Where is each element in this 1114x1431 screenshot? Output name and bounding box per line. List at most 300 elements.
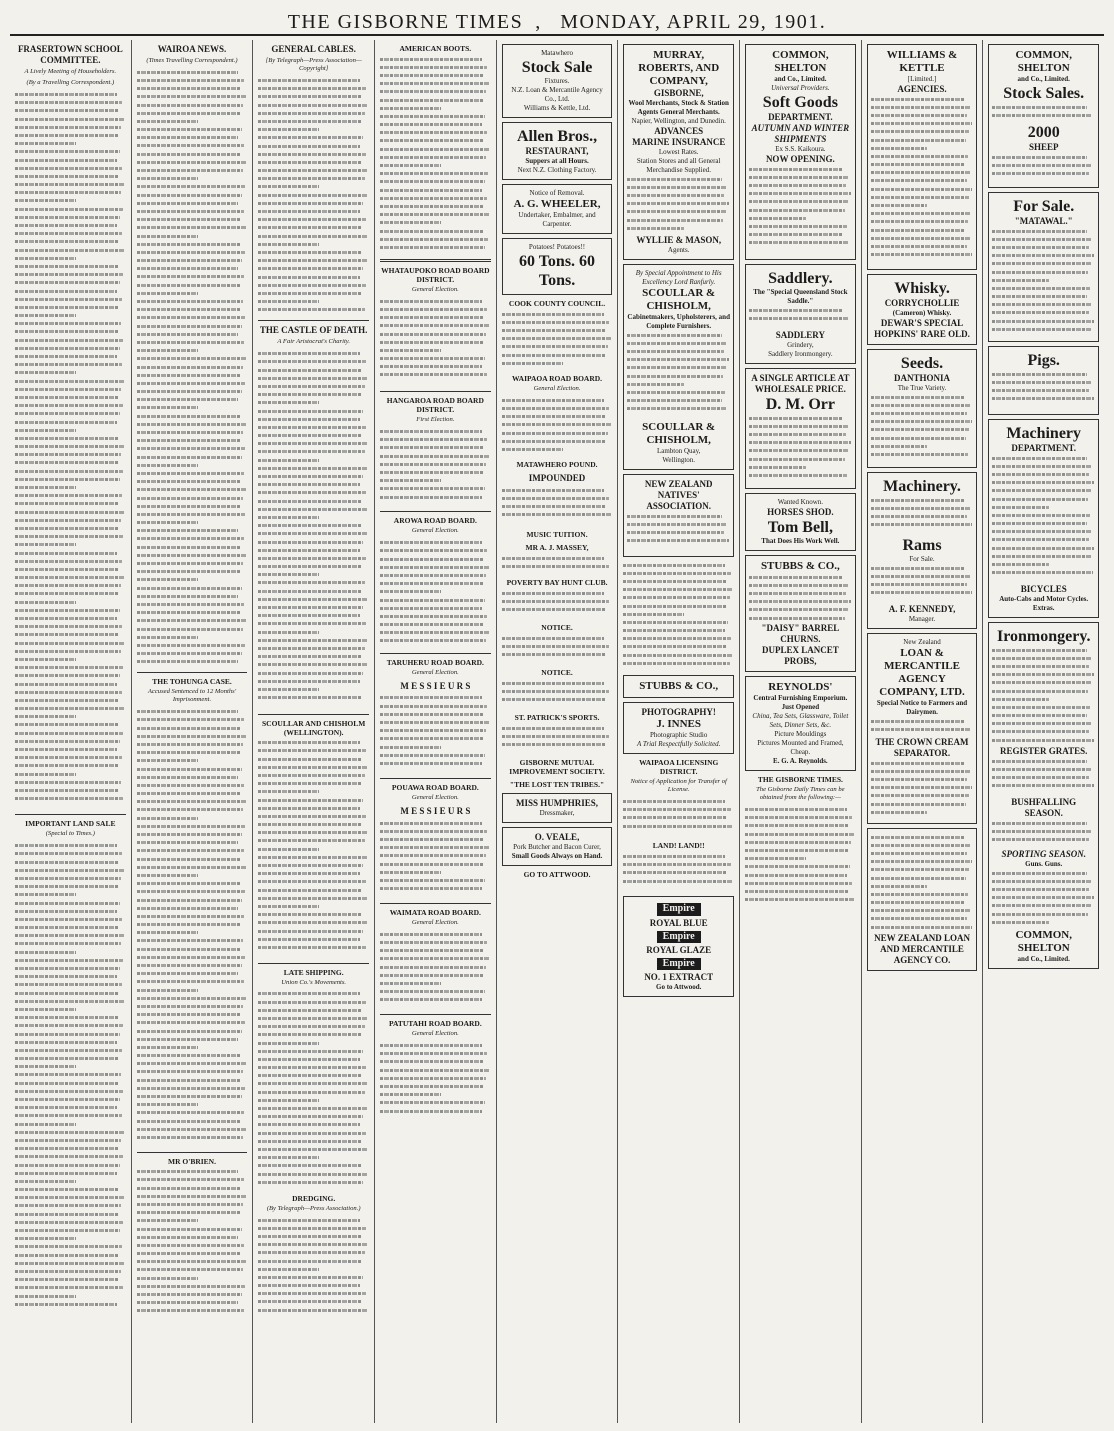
text-line-ink	[15, 1245, 122, 1248]
text-line	[258, 350, 369, 358]
text-line	[871, 152, 974, 160]
text-line	[137, 978, 248, 986]
text-line-ink	[137, 882, 240, 885]
text-line	[15, 557, 126, 565]
text-line	[749, 471, 852, 479]
text-line-ink	[15, 764, 119, 767]
text-line-ink	[137, 1301, 239, 1304]
text-line	[258, 289, 369, 297]
text-line	[15, 1054, 126, 1062]
text-line	[15, 754, 126, 762]
text-line	[380, 751, 491, 759]
text-line	[15, 737, 126, 745]
text-line	[992, 671, 1095, 679]
text-line-ink	[992, 730, 1089, 733]
text-line	[15, 842, 126, 850]
text-line	[871, 218, 974, 226]
text-line-ink	[137, 1087, 245, 1090]
text-line	[627, 520, 730, 528]
text-line	[15, 1005, 126, 1013]
text-line	[380, 170, 491, 178]
text-line	[871, 434, 974, 442]
text-line	[871, 251, 974, 259]
ad-text: Auto-Cabs and Motor Cycles.	[999, 595, 1089, 603]
text-line	[15, 508, 126, 516]
ad-body-text	[627, 512, 730, 552]
text-line	[380, 947, 491, 955]
text-line-ink	[871, 122, 973, 125]
text-line	[258, 306, 369, 314]
text-line-ink	[15, 1082, 118, 1085]
text-line-ink	[258, 104, 368, 107]
notice-emphasis: IMPOUNDED	[528, 473, 586, 484]
text-line	[15, 1136, 126, 1144]
article-headline: WAIROA NEWS.	[157, 44, 227, 54]
text-line	[871, 923, 974, 931]
text-line	[502, 494, 613, 502]
text-line	[137, 273, 248, 281]
notice-body-text	[502, 589, 613, 619]
text-line	[258, 812, 369, 820]
text-line-ink	[871, 778, 968, 781]
text-line-ink	[992, 921, 1048, 924]
text-line-ink	[749, 200, 848, 203]
text-line	[137, 600, 248, 608]
text-line	[871, 393, 974, 401]
text-line	[137, 551, 248, 559]
text-line-ink	[749, 466, 805, 469]
text-line-ink	[258, 913, 361, 916]
text-line-ink	[137, 964, 242, 967]
text-line	[137, 757, 248, 765]
text-line-ink	[749, 309, 843, 312]
advertisement	[502, 238, 613, 295]
text-line-ink	[502, 313, 604, 316]
ad-body-text	[871, 833, 974, 933]
ad-subtitle: HOPKINS' RARE OLD.	[874, 329, 970, 339]
text-line	[258, 505, 369, 513]
text-line-ink	[871, 523, 973, 526]
text-line-ink	[992, 271, 1087, 274]
ad-subtitle: SADDLERY	[775, 330, 825, 340]
text-line	[137, 1084, 248, 1092]
text-line-ink	[15, 975, 117, 978]
text-line-ink	[258, 823, 362, 826]
text-line-ink	[15, 992, 119, 995]
text-line	[258, 248, 369, 256]
text-line	[992, 894, 1095, 902]
text-line-ink	[749, 168, 843, 171]
text-line	[137, 379, 248, 387]
column-9	[983, 40, 1104, 1423]
text-line	[258, 886, 369, 894]
text-line-ink	[15, 322, 121, 325]
text-line	[749, 463, 852, 471]
text-line-ink	[137, 341, 244, 344]
text-line-ink	[15, 486, 76, 489]
text-line	[15, 492, 126, 500]
text-line	[137, 929, 248, 937]
ad-heading: Matawhero	[541, 49, 573, 57]
text-line-ink	[258, 1009, 362, 1012]
text-line	[502, 351, 613, 359]
ad-text: Wellington.	[662, 456, 696, 464]
text-line	[380, 227, 491, 235]
text-line-ink	[258, 194, 366, 197]
text-line-ink	[623, 572, 730, 575]
text-line	[258, 595, 369, 603]
text-line	[380, 1099, 491, 1107]
text-line	[137, 1241, 248, 1249]
text-line	[137, 1299, 248, 1307]
ad-title: Saddlery.	[768, 270, 833, 287]
text-line-ink	[15, 789, 118, 792]
text-line-ink	[258, 758, 362, 761]
text-line-ink	[137, 980, 244, 983]
text-line	[992, 103, 1095, 111]
text-line-ink	[627, 350, 724, 353]
text-line-ink	[137, 800, 247, 803]
advertisement	[502, 827, 613, 866]
text-line	[15, 262, 126, 270]
text-line	[258, 1170, 369, 1178]
text-line	[258, 927, 369, 935]
text-line	[871, 242, 974, 250]
ad-heading: A SINGLE ARTICLE AT WHOLESALE PRICE.	[751, 373, 850, 394]
text-line	[871, 234, 974, 242]
text-line-ink	[137, 1095, 242, 1098]
text-line-ink	[380, 623, 484, 626]
text-line	[15, 1226, 126, 1234]
text-line	[502, 445, 613, 453]
article-byline: (By a Travelling Correspondent.)	[26, 79, 115, 87]
text-line	[623, 869, 734, 877]
text-line-ink	[15, 1155, 123, 1158]
text-line	[380, 876, 491, 884]
text-line-ink	[258, 226, 362, 229]
text-line-ink	[15, 893, 76, 896]
text-line-ink	[258, 442, 368, 445]
text-line	[137, 142, 248, 150]
text-line-ink	[871, 885, 927, 888]
ad-heading: New Zealand	[903, 638, 941, 646]
text-line-ink	[992, 473, 1089, 476]
ad-text: Manager.	[908, 615, 936, 623]
text-line	[380, 955, 491, 963]
text-line	[502, 396, 613, 404]
ad-title: Rams	[902, 537, 942, 554]
text-line-ink	[380, 1044, 482, 1047]
ad-brand: Empire	[657, 903, 701, 915]
text-line	[871, 185, 974, 193]
text-line-ink	[871, 852, 968, 855]
text-line-ink	[258, 655, 361, 658]
text-line	[137, 617, 248, 625]
text-line-ink	[627, 523, 727, 526]
article-body-text	[137, 1168, 248, 1318]
text-line-ink	[992, 681, 1091, 684]
text-line	[871, 128, 974, 136]
text-line-ink	[871, 139, 966, 142]
text-line	[15, 981, 126, 989]
text-line-ink	[749, 184, 846, 187]
text-line	[627, 183, 730, 191]
text-line-ink	[137, 423, 247, 426]
text-line-ink	[992, 457, 1086, 460]
text-line-ink	[137, 792, 241, 795]
text-line	[137, 1282, 248, 1290]
text-line	[15, 197, 126, 205]
text-line	[15, 1267, 126, 1275]
ad-text: Guns. Guns.	[1025, 860, 1063, 868]
text-line	[871, 201, 974, 209]
text-line-ink	[258, 992, 360, 995]
text-line	[137, 535, 248, 543]
text-line-ink	[258, 87, 365, 90]
text-line-ink	[258, 491, 365, 494]
text-line	[380, 996, 491, 1004]
text-line	[749, 222, 852, 230]
text-line	[745, 838, 856, 846]
advertisement	[867, 828, 978, 971]
article-body-text	[258, 350, 369, 710]
text-line-ink	[15, 983, 122, 986]
text-line	[871, 784, 974, 792]
text-line-ink	[992, 156, 1086, 159]
text-line	[137, 1133, 248, 1141]
text-line	[137, 412, 248, 420]
text-line	[15, 590, 126, 598]
article-body-text	[258, 739, 369, 959]
text-line	[380, 819, 491, 827]
text-line-ink	[15, 877, 121, 880]
text-line	[992, 293, 1095, 301]
text-line-ink	[137, 972, 239, 975]
text-line	[15, 1128, 126, 1136]
text-line-ink	[137, 194, 242, 197]
text-line-ink	[258, 766, 368, 769]
text-line	[137, 880, 248, 888]
text-line	[623, 627, 734, 635]
text-line-ink	[992, 896, 1094, 899]
ad-text: China, Tea Sets, Glassware, Toilet Sets, Dinner Sets, &c.	[752, 712, 849, 729]
text-line	[15, 344, 126, 352]
text-line-ink	[15, 281, 120, 284]
text-line-ink	[258, 622, 365, 625]
text-line-ink	[992, 690, 1087, 693]
text-line-ink	[15, 306, 119, 309]
text-line	[745, 846, 856, 854]
text-line-ink	[15, 453, 121, 456]
text-line-ink	[502, 565, 609, 568]
text-line-ink	[380, 1101, 485, 1104]
text-line	[137, 396, 248, 404]
text-line	[623, 797, 734, 805]
text-line-ink	[380, 830, 487, 833]
text-line	[258, 374, 369, 382]
text-line-ink	[871, 836, 965, 839]
notice-headline: PATUTAHI ROAD BOARD.	[388, 1019, 482, 1029]
text-line	[258, 530, 369, 538]
text-line	[137, 1109, 248, 1117]
text-line	[137, 355, 248, 363]
text-line-ink	[15, 347, 120, 350]
ad-text: (Cameron) Whisky.	[892, 309, 952, 317]
text-line-ink	[137, 1079, 240, 1082]
text-line-ink	[258, 790, 319, 793]
text-line	[258, 1145, 369, 1153]
text-line	[623, 635, 734, 643]
text-line-ink	[15, 1008, 76, 1011]
text-line	[15, 303, 126, 311]
text-line	[137, 658, 248, 666]
text-line-ink	[502, 362, 563, 365]
article-byline: (By Telegraph—Press Association.)	[266, 1204, 361, 1212]
ad-body-text	[871, 393, 974, 463]
ad-body-text	[871, 717, 974, 737]
text-line	[258, 464, 369, 472]
text-line	[380, 988, 491, 996]
text-line	[15, 762, 126, 770]
text-line	[380, 735, 491, 743]
text-line-ink	[871, 437, 966, 440]
text-line	[380, 80, 491, 88]
notice-body-text	[502, 679, 613, 709]
text-line	[380, 460, 491, 468]
ad-text: Go to Attwood.	[656, 983, 702, 992]
text-line-ink	[502, 557, 604, 560]
text-line	[627, 347, 730, 355]
text-line	[15, 565, 126, 573]
text-line	[137, 371, 248, 379]
text-line-ink	[15, 584, 121, 587]
text-line-ink	[380, 1060, 484, 1063]
text-line	[258, 158, 369, 166]
text-line	[380, 743, 491, 751]
paper-date: MONDAY, APRIL 29, 1901.	[560, 11, 827, 33]
text-line-ink	[992, 657, 1092, 660]
article-body-text	[380, 55, 491, 255]
text-line	[749, 306, 852, 314]
advertisement	[988, 44, 1099, 188]
text-line-ink	[137, 357, 247, 360]
text-line-ink	[871, 877, 966, 880]
ad-heading: Potatoes! Potatoes!!	[528, 243, 586, 251]
text-line	[871, 136, 974, 144]
text-line-ink	[502, 354, 605, 357]
text-line	[992, 918, 1095, 926]
text-line-ink	[992, 888, 1089, 891]
text-line	[258, 1241, 369, 1249]
text-line	[15, 131, 126, 139]
text-line-ink	[137, 1228, 242, 1231]
text-line	[992, 495, 1095, 503]
text-line-ink	[623, 808, 730, 811]
text-line	[992, 161, 1095, 169]
text-line	[992, 902, 1095, 910]
text-line-ink	[15, 396, 118, 399]
notice-subhead: General Election.	[411, 919, 459, 927]
text-line-ink	[502, 345, 608, 348]
text-line-ink	[137, 833, 242, 836]
ad-text: Station Stores and all General Merchandise Supplied.	[636, 157, 721, 174]
text-line-ink	[380, 879, 485, 882]
article-subhead: A Fair Aristocrat's Charity.	[277, 338, 350, 346]
text-line-ink	[258, 1074, 362, 1077]
text-line	[258, 1014, 369, 1022]
text-line-ink	[380, 696, 482, 699]
text-line	[137, 158, 248, 166]
column-8	[862, 40, 984, 1423]
text-line-ink	[380, 324, 490, 327]
text-line	[15, 393, 126, 401]
text-line	[380, 346, 491, 354]
notice-emphasis: MR A. J. MASSEY,	[525, 543, 589, 553]
ad-title: COMMON, SHELTON	[1015, 49, 1072, 74]
text-line	[15, 989, 126, 997]
text-line	[627, 191, 730, 199]
text-line-ink	[15, 478, 120, 481]
text-line	[380, 178, 491, 186]
text-line	[380, 55, 491, 63]
text-line-ink	[623, 621, 728, 624]
text-line	[623, 806, 734, 814]
text-line	[137, 93, 248, 101]
text-line-ink	[745, 841, 851, 844]
text-line-ink	[15, 1270, 121, 1273]
text-line-ink	[749, 617, 844, 620]
text-line	[137, 134, 248, 142]
text-line	[137, 592, 248, 600]
text-line	[15, 246, 126, 254]
text-line	[745, 895, 856, 903]
text-line-ink	[623, 863, 730, 866]
text-line-ink	[137, 308, 240, 311]
text-line	[749, 573, 852, 581]
text-line-ink	[627, 366, 726, 369]
ad-title: Stock Sale	[521, 59, 593, 76]
column-7	[740, 40, 862, 1423]
text-line	[137, 1125, 248, 1133]
text-line	[992, 454, 1095, 462]
ad-subtitle: BICYCLES	[1020, 584, 1067, 594]
text-line-ink	[137, 1021, 245, 1024]
text-line-ink	[258, 1066, 365, 1069]
text-line-ink	[15, 232, 122, 235]
text-line-ink	[258, 377, 368, 380]
ad-text: Ex S.S. Kaikoura.	[775, 145, 826, 153]
text-line-ink	[258, 565, 362, 568]
text-line-ink	[15, 1262, 125, 1265]
text-line-ink	[380, 590, 441, 593]
text-line-ink	[258, 880, 365, 883]
text-line	[380, 620, 491, 628]
text-line-ink	[380, 631, 490, 634]
advertisement	[623, 702, 734, 754]
text-line-ink	[137, 464, 198, 467]
text-line	[258, 990, 369, 998]
text-line-ink	[258, 696, 362, 699]
text-line-ink	[137, 169, 243, 172]
text-line-ink	[380, 762, 482, 765]
notice-subhead: The Gisborne Daily Times can be obtained from the following:—	[756, 786, 845, 802]
text-line	[15, 696, 126, 704]
text-line	[258, 281, 369, 289]
text-line-ink	[258, 1268, 319, 1271]
ad-title: Machinery.	[883, 478, 961, 495]
text-line	[258, 489, 369, 497]
text-line	[258, 804, 369, 812]
